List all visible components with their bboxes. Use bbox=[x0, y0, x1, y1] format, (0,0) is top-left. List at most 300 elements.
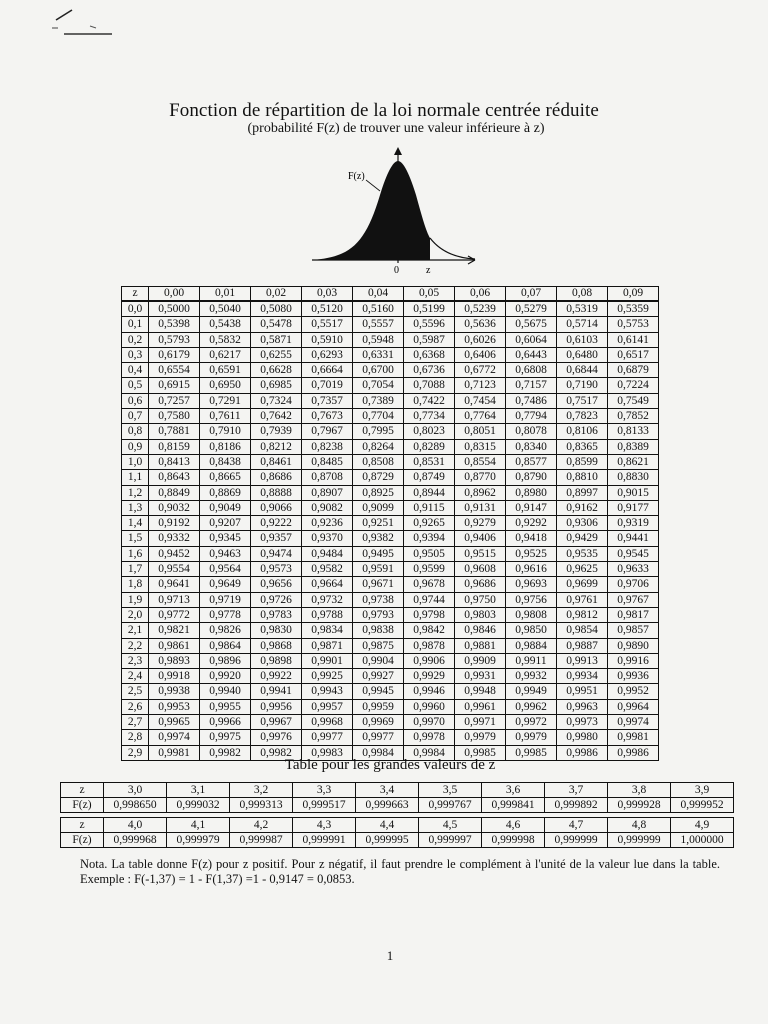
table-cell: 0,9641 bbox=[149, 577, 200, 592]
table-cell: 0,9830 bbox=[251, 623, 302, 638]
table-cell: 0,7611 bbox=[200, 409, 251, 424]
table-cell: 0,9429 bbox=[557, 531, 608, 546]
table-cell: 0,9985 bbox=[506, 745, 557, 760]
big-f-cell: 0,999952 bbox=[671, 798, 734, 813]
table-row bbox=[122, 516, 659, 531]
table-cell: 0,9099 bbox=[353, 500, 404, 515]
table-cell: 0,7422 bbox=[404, 393, 455, 408]
table-cell: 0,7704 bbox=[353, 409, 404, 424]
table-cell: 0,9972 bbox=[506, 715, 557, 730]
table-cell: 0,9948 bbox=[455, 684, 506, 699]
page-subtitle: (probabilité F(z) de trouver une valeur inférieure à z) bbox=[247, 121, 545, 136]
table-cell: 0,6064 bbox=[506, 332, 557, 347]
row-label: 1,3 bbox=[122, 500, 149, 515]
table-cell: 0,9868 bbox=[251, 638, 302, 653]
y-axis-arrow-icon bbox=[394, 147, 402, 155]
table-cell: 0,9767 bbox=[608, 592, 659, 607]
big-z-cell: 3,5 bbox=[419, 783, 482, 798]
table-cell: 0,9382 bbox=[353, 531, 404, 546]
big-z-cell: 4,5 bbox=[419, 818, 482, 833]
table-cell: 0,5714 bbox=[557, 317, 608, 332]
table-cell: 0,8962 bbox=[455, 485, 506, 500]
table-cell: 0,9901 bbox=[302, 653, 353, 668]
table-cell: 0,8212 bbox=[251, 439, 302, 454]
table-cell: 0,9292 bbox=[506, 516, 557, 531]
table-cell: 0,8438 bbox=[200, 454, 251, 469]
table-cell: 0,8365 bbox=[557, 439, 608, 454]
table-row bbox=[122, 332, 659, 347]
table-cell: 0,8186 bbox=[200, 439, 251, 454]
table-cell: 0,8621 bbox=[608, 454, 659, 469]
table-cell: 0,9927 bbox=[353, 669, 404, 684]
table-cell: 0,9936 bbox=[608, 669, 659, 684]
row-label: 2,8 bbox=[122, 730, 149, 745]
table-cell: 0,9934 bbox=[557, 669, 608, 684]
table-cell: 0,5000 bbox=[149, 301, 200, 317]
row-label: 2,4 bbox=[122, 669, 149, 684]
table-cell: 0,8770 bbox=[455, 470, 506, 485]
table-cell: 0,5832 bbox=[200, 332, 251, 347]
row-label: 1,7 bbox=[122, 562, 149, 577]
table-cell: 0,9616 bbox=[506, 562, 557, 577]
table-row bbox=[122, 577, 659, 592]
table-cell: 0,9960 bbox=[404, 699, 455, 714]
row-label: 1,8 bbox=[122, 577, 149, 592]
table-cell: 0,8159 bbox=[149, 439, 200, 454]
big-f-cell: 0,999999 bbox=[545, 833, 608, 848]
row-label: 0,4 bbox=[122, 363, 149, 378]
column-header: 0,06 bbox=[455, 287, 506, 302]
table-cell: 0,9906 bbox=[404, 653, 455, 668]
table-cell: 0,9929 bbox=[404, 669, 455, 684]
table-cell: 0,9887 bbox=[557, 638, 608, 653]
table-row bbox=[122, 470, 659, 485]
big-z-cell: 3,2 bbox=[230, 783, 293, 798]
table-cell: 0,9738 bbox=[353, 592, 404, 607]
big-z-cell: 3,9 bbox=[671, 783, 734, 798]
big-f-cell: 0,999995 bbox=[356, 833, 419, 848]
table-cell: 0,6293 bbox=[302, 347, 353, 362]
table-cell: 0,9854 bbox=[557, 623, 608, 638]
table-cell: 0,6664 bbox=[302, 363, 353, 378]
table-cell: 0,7939 bbox=[251, 424, 302, 439]
table-cell: 0,5359 bbox=[608, 301, 659, 317]
table-cell: 0,5279 bbox=[506, 301, 557, 317]
table-cell: 0,9591 bbox=[353, 562, 404, 577]
table-cell: 0,6950 bbox=[200, 378, 251, 393]
table-cell: 0,9904 bbox=[353, 653, 404, 668]
table-cell: 0,6879 bbox=[608, 363, 659, 378]
table-cell: 0,9969 bbox=[353, 715, 404, 730]
table-cell: 0,8907 bbox=[302, 485, 353, 500]
big-z-cell: 4,0 bbox=[104, 818, 167, 833]
table-cell: 0,9953 bbox=[149, 699, 200, 714]
table-cell: 0,9982 bbox=[251, 745, 302, 760]
table-cell: 0,9783 bbox=[251, 607, 302, 622]
big-f-cell: 0,999517 bbox=[293, 798, 356, 813]
row-label: 2,1 bbox=[122, 623, 149, 638]
table-cell: 0,9982 bbox=[200, 745, 251, 760]
table-cell: 0,7454 bbox=[455, 393, 506, 408]
big-f-cell: 0,999663 bbox=[356, 798, 419, 813]
row-label: 0,1 bbox=[122, 317, 149, 332]
table-cell: 0,9955 bbox=[200, 699, 251, 714]
table-cell: 0,9756 bbox=[506, 592, 557, 607]
table-cell: 0,8790 bbox=[506, 470, 557, 485]
table-cell: 0,9979 bbox=[506, 730, 557, 745]
row-label: 0,5 bbox=[122, 378, 149, 393]
table-cell: 0,8264 bbox=[353, 439, 404, 454]
table-cell: 0,9916 bbox=[608, 653, 659, 668]
big-f-cell: 0,999032 bbox=[167, 798, 230, 813]
table-cell: 0,9878 bbox=[404, 638, 455, 653]
table-cell: 0,9966 bbox=[200, 715, 251, 730]
table-cell: 0,9147 bbox=[506, 500, 557, 515]
table-cell: 0,9750 bbox=[455, 592, 506, 607]
table-cell: 0,5871 bbox=[251, 332, 302, 347]
table-cell: 0,9582 bbox=[302, 562, 353, 577]
table-cell: 0,7580 bbox=[149, 409, 200, 424]
big-z-cell: 3,4 bbox=[356, 783, 419, 798]
big-z-cell: 4,4 bbox=[356, 818, 419, 833]
table-cell: 0,9131 bbox=[455, 500, 506, 515]
table-cell: 0,9826 bbox=[200, 623, 251, 638]
table-cell: 0,9864 bbox=[200, 638, 251, 653]
table-row bbox=[122, 562, 659, 577]
table-cell: 0,6368 bbox=[404, 347, 455, 362]
column-header: 0,09 bbox=[608, 287, 659, 302]
table-cell: 0,8729 bbox=[353, 470, 404, 485]
table-cell: 0,7088 bbox=[404, 378, 455, 393]
table-row bbox=[122, 347, 659, 362]
table-cell: 0,9332 bbox=[149, 531, 200, 546]
table-cell: 0,8289 bbox=[404, 439, 455, 454]
table-cell: 0,7642 bbox=[251, 409, 302, 424]
table-cell: 0,6628 bbox=[251, 363, 302, 378]
table-cell: 0,9875 bbox=[353, 638, 404, 653]
table-cell: 0,7357 bbox=[302, 393, 353, 408]
table-row bbox=[122, 393, 659, 408]
table-cell: 0,7224 bbox=[608, 378, 659, 393]
table-cell: 0,5596 bbox=[404, 317, 455, 332]
table-row bbox=[122, 317, 659, 332]
table-cell: 0,9978 bbox=[404, 730, 455, 745]
table-cell: 0,9726 bbox=[251, 592, 302, 607]
table-cell: 0,8665 bbox=[200, 470, 251, 485]
table-cell: 0,7881 bbox=[149, 424, 200, 439]
table-cell: 0,7823 bbox=[557, 409, 608, 424]
table-cell: 0,6141 bbox=[608, 332, 659, 347]
table-cell: 0,9945 bbox=[353, 684, 404, 699]
table-cell: 0,7054 bbox=[353, 378, 404, 393]
table-cell: 0,9251 bbox=[353, 516, 404, 531]
table-cell: 0,9484 bbox=[302, 546, 353, 561]
table-cell: 0,7794 bbox=[506, 409, 557, 424]
table-cell: 0,8133 bbox=[608, 424, 659, 439]
big-f-cell: 0,999841 bbox=[482, 798, 545, 813]
table-cell: 0,9898 bbox=[251, 653, 302, 668]
table-cell: 0,9977 bbox=[353, 730, 404, 745]
table-cell: 0,8078 bbox=[506, 424, 557, 439]
table-cell: 0,5080 bbox=[251, 301, 302, 317]
table-cell: 0,9744 bbox=[404, 592, 455, 607]
table-cell: 0,9279 bbox=[455, 516, 506, 531]
big-f-label: F(z) bbox=[61, 833, 104, 848]
table-cell: 0,9951 bbox=[557, 684, 608, 699]
row-label: 1,1 bbox=[122, 470, 149, 485]
table-cell: 0,7967 bbox=[302, 424, 353, 439]
big-z-cell: 4,9 bbox=[671, 818, 734, 833]
table-cell: 0,9940 bbox=[200, 684, 251, 699]
table-cell: 0,9370 bbox=[302, 531, 353, 546]
table-cell: 0,6985 bbox=[251, 378, 302, 393]
table-cell: 0,8389 bbox=[608, 439, 659, 454]
big-z-label: z bbox=[61, 818, 104, 833]
table-cell: 0,9082 bbox=[302, 500, 353, 515]
row-label: 0,7 bbox=[122, 409, 149, 424]
table-cell: 0,9943 bbox=[302, 684, 353, 699]
table-cell: 0,8023 bbox=[404, 424, 455, 439]
big-z-row bbox=[61, 818, 734, 833]
big-z-cell: 3,8 bbox=[608, 783, 671, 798]
table-cell: 0,9719 bbox=[200, 592, 251, 607]
big-z-cell: 3,0 bbox=[104, 783, 167, 798]
table-cell: 0,9971 bbox=[455, 715, 506, 730]
big-z-cell: 4,1 bbox=[167, 818, 230, 833]
row-label: 2,9 bbox=[122, 745, 149, 760]
table-cell: 0,9941 bbox=[251, 684, 302, 699]
diagram-y-label: F(z) bbox=[348, 171, 365, 182]
table-cell: 0,9946 bbox=[404, 684, 455, 699]
big-z-cell: 4,8 bbox=[608, 818, 671, 833]
table-cell: 0,9812 bbox=[557, 607, 608, 622]
table-cell: 0,9265 bbox=[404, 516, 455, 531]
table-cell: 0,5987 bbox=[404, 332, 455, 347]
table-cell: 0,7673 bbox=[302, 409, 353, 424]
table-cell: 0,7517 bbox=[557, 393, 608, 408]
big-f-cell: 0,999892 bbox=[545, 798, 608, 813]
row-label: 2,5 bbox=[122, 684, 149, 699]
big-f-cell: 0,998650 bbox=[104, 798, 167, 813]
table-cell: 0,9981 bbox=[149, 745, 200, 760]
big-values-table-2 bbox=[60, 817, 734, 848]
page-number: 1 bbox=[386, 948, 394, 963]
table-cell: 0,9345 bbox=[200, 531, 251, 546]
big-z-cell: 3,7 bbox=[545, 783, 608, 798]
table-cell: 0,9896 bbox=[200, 653, 251, 668]
table-cell: 0,9962 bbox=[506, 699, 557, 714]
table-cell: 0,9980 bbox=[557, 730, 608, 745]
table-row bbox=[122, 699, 659, 714]
table-cell: 0,9678 bbox=[404, 577, 455, 592]
table-cell: 0,9984 bbox=[404, 745, 455, 760]
table-cell: 0,8997 bbox=[557, 485, 608, 500]
big-f-cell: 0,999968 bbox=[104, 833, 167, 848]
table-cell: 0,8849 bbox=[149, 485, 200, 500]
table-cell: 0,6255 bbox=[251, 347, 302, 362]
table-row bbox=[122, 424, 659, 439]
table-cell: 0,8106 bbox=[557, 424, 608, 439]
table-row bbox=[122, 531, 659, 546]
row-label: 0,6 bbox=[122, 393, 149, 408]
table-cell: 0,6480 bbox=[557, 347, 608, 362]
table-cell: 0,9850 bbox=[506, 623, 557, 638]
table-cell: 0,8643 bbox=[149, 470, 200, 485]
table-cell: 0,9495 bbox=[353, 546, 404, 561]
table-cell: 0,9965 bbox=[149, 715, 200, 730]
table-cell: 0,7764 bbox=[455, 409, 506, 424]
big-f-row bbox=[61, 798, 734, 813]
note-text: Nota. La table donne F(z) pour z positif. Pour z négatif, il faut prendre le complément à l'unité de la valeur lue dans la table. Exemple : F(-1,37) = 1 - F(1,37) =1 - 0,9147 = 0,0853. bbox=[80, 857, 720, 886]
table-cell: 0,9981 bbox=[608, 730, 659, 745]
table-cell: 0,9925 bbox=[302, 669, 353, 684]
table-cell: 0,9693 bbox=[506, 577, 557, 592]
table-cell: 0,6443 bbox=[506, 347, 557, 362]
table-cell: 0,5557 bbox=[353, 317, 404, 332]
table-cell: 0,9573 bbox=[251, 562, 302, 577]
table-cell: 0,8340 bbox=[506, 439, 557, 454]
row-label: 0,2 bbox=[122, 332, 149, 347]
table-cell: 0,9957 bbox=[302, 699, 353, 714]
table-cell: 0,9236 bbox=[302, 516, 353, 531]
column-header: 0,04 bbox=[353, 287, 404, 302]
table-cell: 0,9959 bbox=[353, 699, 404, 714]
table-cell: 0,9798 bbox=[404, 607, 455, 622]
table-cell: 0,5319 bbox=[557, 301, 608, 317]
table-row bbox=[122, 454, 659, 469]
table-row bbox=[122, 378, 659, 393]
table-cell: 0,7852 bbox=[608, 409, 659, 424]
table-cell: 0,9554 bbox=[149, 562, 200, 577]
table-cell: 0,9699 bbox=[557, 577, 608, 592]
row-label: 1,4 bbox=[122, 516, 149, 531]
big-f-cell: 0,999991 bbox=[293, 833, 356, 848]
table-row bbox=[122, 607, 659, 622]
table-cell: 0,6808 bbox=[506, 363, 557, 378]
row-label: 0,0 bbox=[122, 301, 149, 317]
table-cell: 0,6217 bbox=[200, 347, 251, 362]
row-label: 0,9 bbox=[122, 439, 149, 454]
table-cell: 0,6772 bbox=[455, 363, 506, 378]
column-header: 0,03 bbox=[302, 287, 353, 302]
row-label: 1,0 bbox=[122, 454, 149, 469]
big-f-cell: 0,999987 bbox=[230, 833, 293, 848]
big-f-cell: 0,999998 bbox=[482, 833, 545, 848]
table-cell: 0,9922 bbox=[251, 669, 302, 684]
table-cell: 0,8599 bbox=[557, 454, 608, 469]
table-cell: 0,9357 bbox=[251, 531, 302, 546]
table-cell: 0,9032 bbox=[149, 500, 200, 515]
row-label: 2,2 bbox=[122, 638, 149, 653]
table-cell: 0,9625 bbox=[557, 562, 608, 577]
table-cell: 0,6103 bbox=[557, 332, 608, 347]
table-cell: 0,8051 bbox=[455, 424, 506, 439]
big-z-row bbox=[61, 783, 734, 798]
table-row bbox=[122, 638, 659, 653]
table-cell: 0,9974 bbox=[149, 730, 200, 745]
table-cell: 0,9963 bbox=[557, 699, 608, 714]
table-cell: 0,5160 bbox=[353, 301, 404, 317]
table-cell: 0,8888 bbox=[251, 485, 302, 500]
table-cell: 0,9956 bbox=[251, 699, 302, 714]
table-cell: 0,9846 bbox=[455, 623, 506, 638]
table-cell: 0,7157 bbox=[506, 378, 557, 393]
table-cell: 0,8925 bbox=[353, 485, 404, 500]
table-cell: 0,6406 bbox=[455, 347, 506, 362]
table-cell: 0,7995 bbox=[353, 424, 404, 439]
big-z-cell: 4,2 bbox=[230, 818, 293, 833]
table-cell: 0,9931 bbox=[455, 669, 506, 684]
table-cell: 0,9918 bbox=[149, 669, 200, 684]
table-cell: 0,7910 bbox=[200, 424, 251, 439]
table-row bbox=[122, 546, 659, 561]
table-cell: 0,9976 bbox=[251, 730, 302, 745]
table-row bbox=[122, 485, 659, 500]
table-row bbox=[122, 363, 659, 378]
table-cell: 0,7734 bbox=[404, 409, 455, 424]
table-cell: 0,9949 bbox=[506, 684, 557, 699]
table-cell: 0,9967 bbox=[251, 715, 302, 730]
table-row bbox=[122, 669, 659, 684]
table-cell: 0,9515 bbox=[455, 546, 506, 561]
table-cell: 0,8810 bbox=[557, 470, 608, 485]
big-z-cell: 4,3 bbox=[293, 818, 356, 833]
big-f-cell: 0,999999 bbox=[608, 833, 671, 848]
table-cell: 0,6844 bbox=[557, 363, 608, 378]
table-cell: 0,9817 bbox=[608, 607, 659, 622]
table-cell: 0,9983 bbox=[302, 745, 353, 760]
table-cell: 0,5948 bbox=[353, 332, 404, 347]
diagram-origin-label: 0 bbox=[394, 265, 399, 275]
normal-distribution-table bbox=[121, 286, 659, 761]
table-cell: 0,5517 bbox=[302, 317, 353, 332]
table-cell: 0,8686 bbox=[251, 470, 302, 485]
row-label: 1,6 bbox=[122, 546, 149, 561]
table-cell: 0,9952 bbox=[608, 684, 659, 699]
table-cell: 0,8315 bbox=[455, 439, 506, 454]
table-cell: 0,7549 bbox=[608, 393, 659, 408]
table-cell: 0,9633 bbox=[608, 562, 659, 577]
table-cell: 0,8485 bbox=[302, 454, 353, 469]
table-cell: 0,9222 bbox=[251, 516, 302, 531]
scribble-mark bbox=[50, 6, 120, 42]
table-cell: 0,6736 bbox=[404, 363, 455, 378]
table-cell: 0,8980 bbox=[506, 485, 557, 500]
table-cell: 0,6700 bbox=[353, 363, 404, 378]
table-cell: 0,9406 bbox=[455, 531, 506, 546]
table-cell: 0,8461 bbox=[251, 454, 302, 469]
row-label: 1,9 bbox=[122, 592, 149, 607]
table-cell: 0,7019 bbox=[302, 378, 353, 393]
table-cell: 0,7257 bbox=[149, 393, 200, 408]
table-cell: 0,8830 bbox=[608, 470, 659, 485]
table-row bbox=[122, 592, 659, 607]
table-cell: 0,9793 bbox=[353, 607, 404, 622]
table-cell: 0,9671 bbox=[353, 577, 404, 592]
table-row bbox=[122, 684, 659, 699]
table-row bbox=[122, 409, 659, 424]
table-cell: 0,9979 bbox=[455, 730, 506, 745]
table-cell: 0,5910 bbox=[302, 332, 353, 347]
table-cell: 0,7291 bbox=[200, 393, 251, 408]
table-cell: 0,5636 bbox=[455, 317, 506, 332]
row-label: 0,3 bbox=[122, 347, 149, 362]
table-cell: 0,9664 bbox=[302, 577, 353, 592]
table-cell: 0,8531 bbox=[404, 454, 455, 469]
column-header: 0,05 bbox=[404, 287, 455, 302]
row-label: 1,5 bbox=[122, 531, 149, 546]
table-row bbox=[122, 715, 659, 730]
